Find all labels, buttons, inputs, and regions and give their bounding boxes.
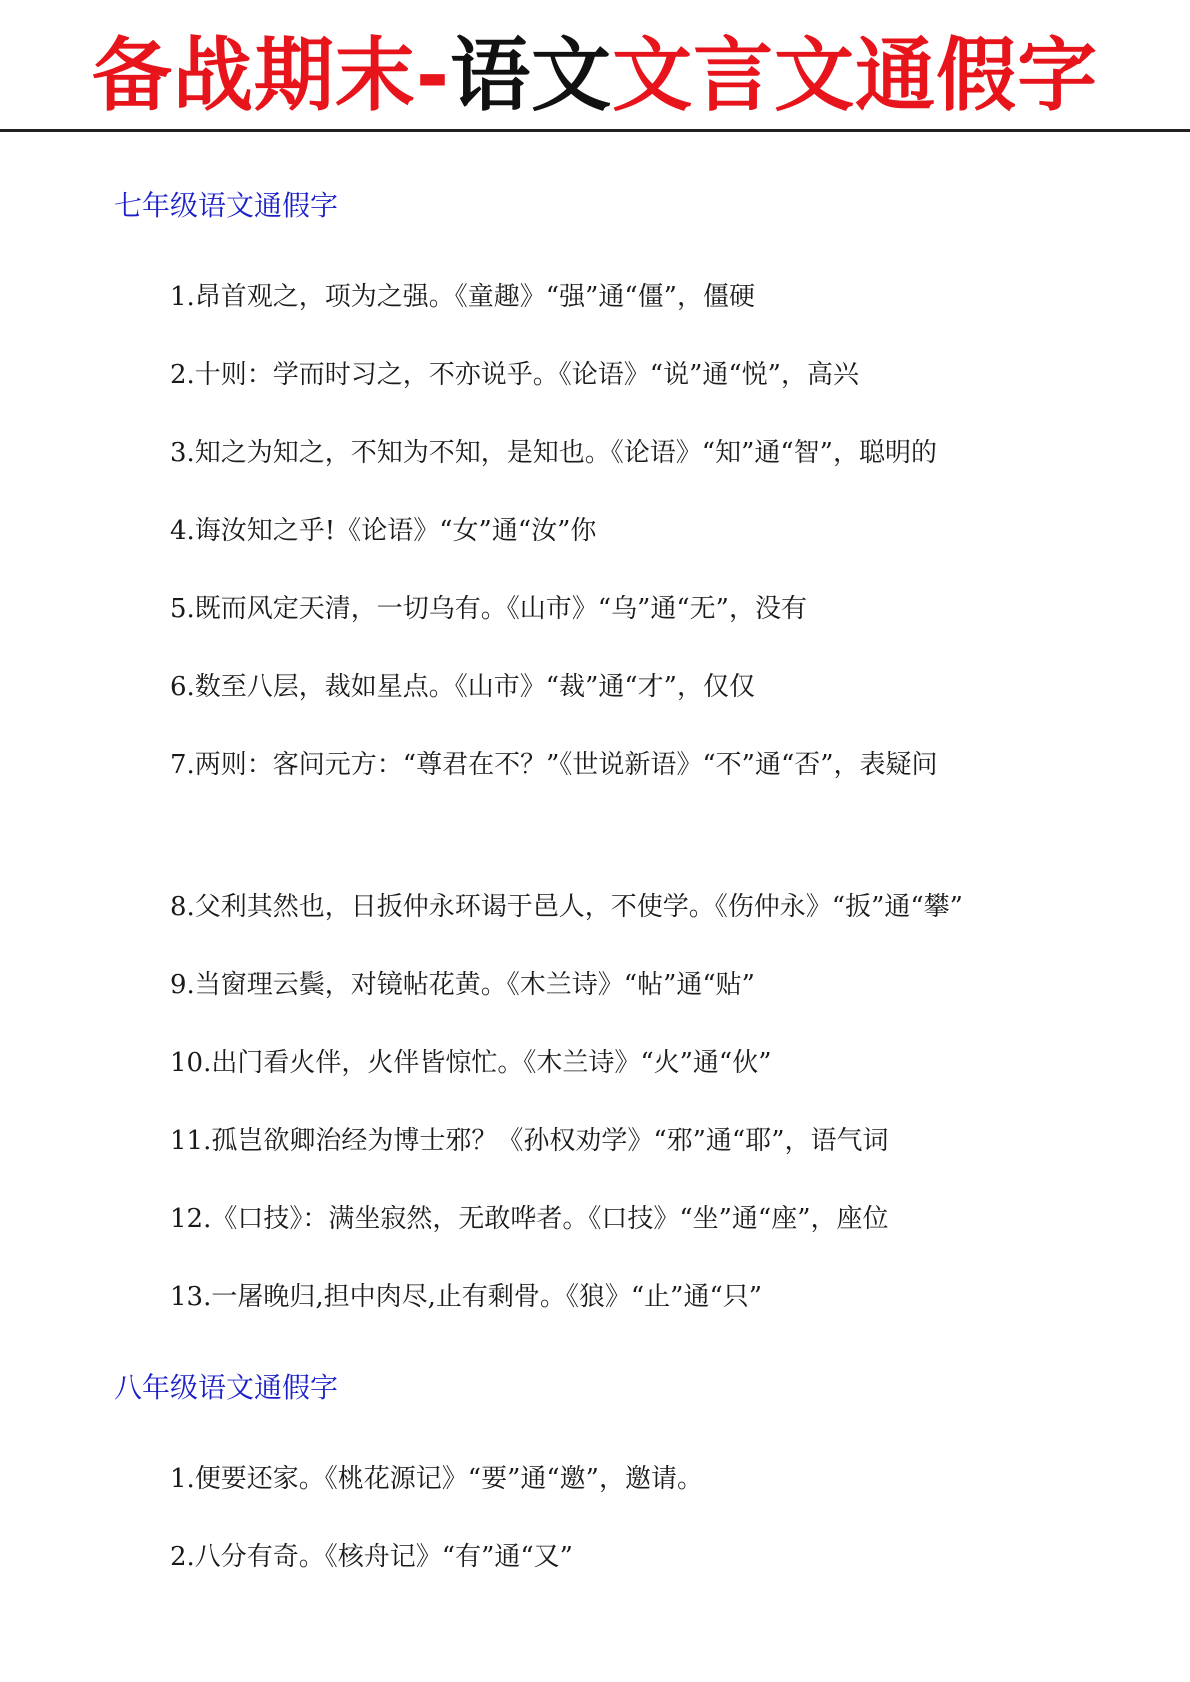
list-item: 8.父利其然也，日扳仲永环谒于邑人，不使学。《伤仲永》“扳”通“攀” [170,892,963,922]
page-header [0,0,1190,133]
page-title [0,28,1190,124]
list-item: 2.十则：学而时习之，不亦说乎。《论语》“说”通“悦”，高兴 [170,360,859,390]
title-divider [0,129,1190,132]
list-item: 12.《口技》：满坐寂然，无敢哗者。《口技》“坐”通“座”，座位 [170,1204,889,1234]
list-item: 10.出门看火伴，火伴皆惊忙。《木兰诗》“火”通“伙” [170,1048,772,1078]
list-item: 9.当窗理云鬓，对镜帖花黄。《木兰诗》“帖”通“贴” [170,970,755,1000]
list-item: 6.数至八层，裁如星点。《山市》“裁”通“才”，仅仅 [170,672,755,702]
title-part-3: 文言文通假字 [612,29,1099,122]
list-item: 1.便要还家。《桃花源记》“要”通“邀”，邀请。 [170,1464,703,1494]
list-item: 13.一屠晚归,担中肉尽,止有剩骨。《狼》“止”通“只” [170,1282,763,1312]
list-item: 7.两则：客问元方：“尊君在不？”《世说新语》“不”通“否”，表疑问 [170,750,938,780]
section-heading-grade7: 七年级语文通假字 [114,189,339,222]
section-heading-grade8: 八年级语文通假字 [114,1371,339,1404]
title-part-1: 备战期末- [91,29,451,122]
title-part-2: 语文 [450,29,613,122]
list-item: 1.昂首观之，项为之强。《童趣》“强”通“僵”，僵硬 [170,282,755,312]
list-item: 2.八分有奇。《核舟记》“有”通“又” [170,1542,573,1572]
list-item: 3.知之为知之，不知为不知，是知也。《论语》“知”通“智”，聪明的 [170,438,937,468]
list-item: 11.孤岂欲卿治经为博士邪？《孙权劝学》“邪”通“耶”，语气词 [170,1126,889,1156]
list-item: 5.既而风定天清，一切乌有。《山市》“乌”通“无”，没有 [170,594,807,624]
list-item: 4.诲汝知之乎!《论语》“女”通“汝”你 [170,516,597,546]
